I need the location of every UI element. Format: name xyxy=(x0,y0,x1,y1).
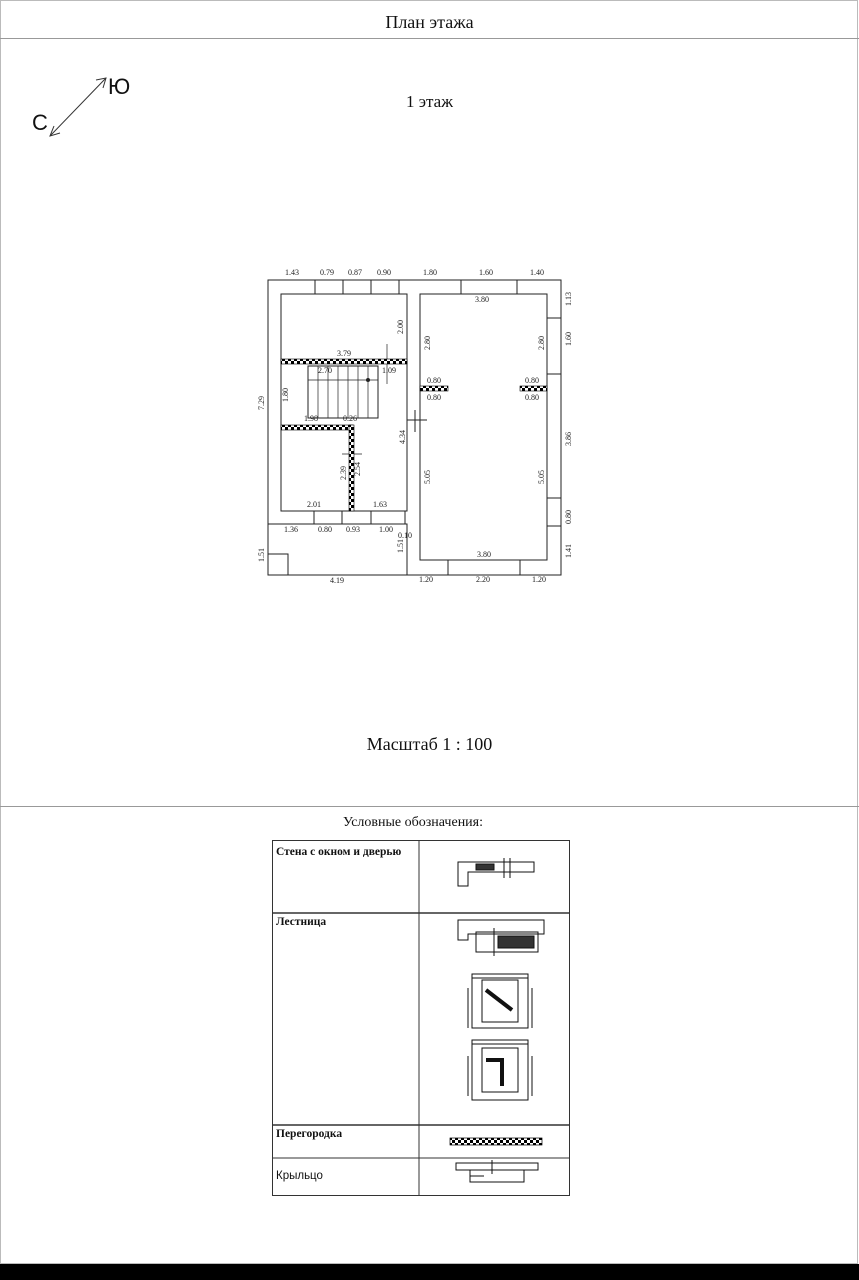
floor-label: 1 этаж xyxy=(406,92,453,111)
window xyxy=(314,511,342,524)
window xyxy=(547,498,561,526)
partition xyxy=(281,425,353,430)
dim-bottom: 1.20 xyxy=(532,575,546,584)
dim-inner: 3.79 xyxy=(337,349,351,358)
dim-inner: 1.09 xyxy=(382,366,396,375)
dim-top: 1.43 xyxy=(285,268,299,277)
legend-item-label: Крыльцо xyxy=(276,1170,323,1182)
dim-top: 1.60 xyxy=(479,268,493,277)
dim-inner: 2.70 xyxy=(318,366,332,375)
dim-inner: 0.10 xyxy=(398,531,412,540)
window xyxy=(547,318,561,374)
dim-bottom: 0.80 xyxy=(318,525,332,534)
dim-inner: 3.80 xyxy=(475,295,489,304)
dim-inner: 2.39 xyxy=(339,466,348,480)
window xyxy=(371,280,399,294)
right-room xyxy=(420,294,547,560)
dim-top: 1.40 xyxy=(530,268,544,277)
dim-bottom: 1.20 xyxy=(419,575,433,584)
dim-inner: 2.80 xyxy=(423,336,432,350)
dim-right: 1.41 xyxy=(564,544,573,558)
dim-inner: 1.98 xyxy=(304,414,318,423)
dim-right: 1.60 xyxy=(564,332,573,346)
wall-window-door-symbol-icon xyxy=(458,858,534,886)
dim-bottom: 1.36 xyxy=(284,525,298,534)
dim-inner: 0.80 xyxy=(427,376,441,385)
dim-top: 0.90 xyxy=(377,268,391,277)
dim-inner: 4.34 xyxy=(398,430,407,444)
compass-north-label: С xyxy=(32,110,48,135)
stair-symbol-icon xyxy=(458,920,544,956)
dim-left: 1.51 xyxy=(396,539,405,553)
dim-inner: 0.80 xyxy=(525,376,539,385)
scale-label: Масштаб 1 : 100 xyxy=(366,734,493,754)
dim-inner: 2.54 xyxy=(353,462,362,476)
floor-plan-drawing xyxy=(252,262,582,592)
dim-top: 1.80 xyxy=(423,268,437,277)
dim-inner: 0.80 xyxy=(427,393,441,402)
stair-symbol-icon xyxy=(468,1040,532,1100)
dim-right: 0.80 xyxy=(564,510,573,524)
dim-inner: 2.00 xyxy=(396,320,405,334)
compass-south-label: Ю xyxy=(108,74,131,99)
dim-inner: 1.80 xyxy=(281,388,290,402)
dim-top: 0.87 xyxy=(348,268,362,277)
dim-right: 3.86 xyxy=(564,432,573,446)
dim-left: 7.29 xyxy=(257,396,266,410)
partition-symbol-icon xyxy=(450,1138,542,1145)
partition xyxy=(281,359,407,364)
dim-inner: 2.80 xyxy=(537,336,546,350)
dim-inner: 5.05 xyxy=(423,470,432,484)
dim-left: 1.51 xyxy=(257,548,266,562)
door xyxy=(371,511,405,524)
dim-inner: 2.01 xyxy=(307,500,321,509)
legend-table xyxy=(272,840,570,1196)
partition xyxy=(420,386,448,391)
dim-bottom: 4.19 xyxy=(330,576,344,585)
section-divider xyxy=(0,806,859,807)
legend-item-label: Перегородка xyxy=(276,1128,343,1140)
window xyxy=(448,560,520,575)
dim-bottom: 2.20 xyxy=(476,575,490,584)
bottom-bar xyxy=(0,1264,859,1280)
legend-grid xyxy=(272,840,570,1196)
legend-item-label: Стена с окном и дверью xyxy=(276,846,402,858)
window xyxy=(315,280,343,294)
dim-inner: 0.80 xyxy=(525,393,539,402)
legend-item-label: Лестница xyxy=(276,916,327,928)
dim-inner: 1.63 xyxy=(373,500,387,509)
dim-top: 0.79 xyxy=(320,268,334,277)
stair-symbol-icon xyxy=(468,974,532,1028)
page-title: План этажа xyxy=(0,0,859,39)
dim-right: 1.13 xyxy=(564,292,573,306)
dim-bottom: 0.93 xyxy=(346,525,360,534)
legend-title: Условные обозначения: xyxy=(342,815,484,830)
floor-plan xyxy=(252,262,582,592)
dim-inner: 0.26 xyxy=(343,414,357,423)
dim-inner: 3.80 xyxy=(477,550,491,559)
dim-inner: 5.05 xyxy=(537,470,546,484)
window xyxy=(461,280,517,294)
porch-symbol-icon xyxy=(456,1160,538,1182)
partition xyxy=(520,386,547,391)
dim-bottom: 1.00 xyxy=(379,525,393,534)
